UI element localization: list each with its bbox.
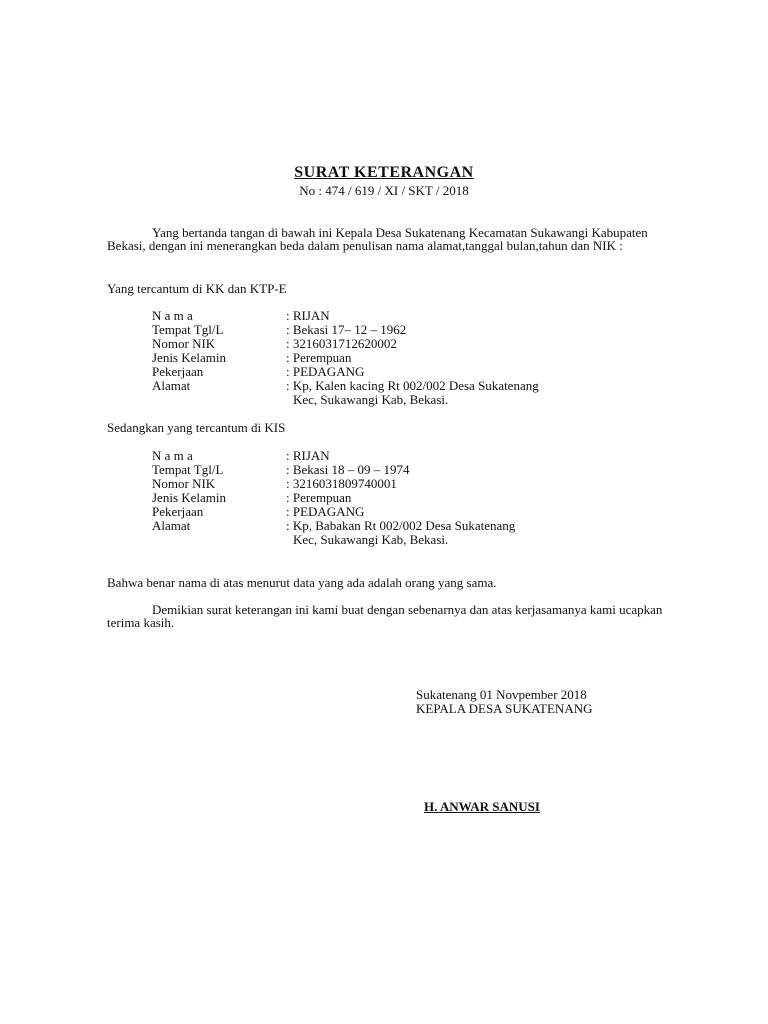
detail-row (152, 337, 672, 351)
detail-value: : Bekasi 17– 12 – 1962 (286, 322, 407, 337)
detail-row (152, 351, 672, 365)
detail-label: Alamat (152, 518, 191, 533)
detail-value: : RIJAN (286, 448, 330, 463)
detail-label: Pekerjaan (152, 504, 204, 519)
detail-row (152, 309, 672, 323)
address-continuation: Kec, Sukawangi Kab, Bekasi. (293, 392, 449, 407)
detail-value: : Perempuan (286, 490, 352, 505)
detail-label: Alamat (152, 378, 191, 393)
detail-label: N a m a (152, 448, 193, 463)
detail-row (152, 365, 672, 379)
detail-label: Jenis Kelamin (152, 490, 227, 505)
detail-row (152, 449, 672, 463)
detail-value: : Perempuan (286, 350, 352, 365)
detail-value: : PEDAGANG (286, 504, 365, 519)
place-date: Sukatenang 01 Novpember 2018 (416, 687, 587, 702)
section2-details (152, 449, 672, 547)
address-continuation: Kec, Sukawangi Kab, Bekasi. (293, 532, 449, 547)
detail-value: : RIJAN (286, 308, 330, 323)
intro-paragraph: Yang bertanda tangan di bawah ini Kepala Desa Sukatenang Kecamatan Sukawangi Kabupaten Bekasi, dengan ini menerangkan beda dalam penulisan nama alamat,tanggal bulan,tahun dan NIK : (107, 225, 648, 253)
detail-label: Tempat Tgl/L (152, 462, 224, 477)
detail-row (152, 477, 672, 491)
detail-row (152, 505, 672, 519)
detail-label: Nomor NIK (152, 476, 216, 491)
detail-label: Tempat Tgl/L (152, 322, 224, 337)
closing-paragraph: Demikian surat keterangan ini kami buat dengan sebenarnya dan atas kerjasamanya kami ucapkan terima kasih. (107, 602, 663, 630)
section2-heading: Sedangkan yang tercantum di KIS (107, 420, 286, 435)
detail-value: : Kp, Babakan Rt 002/002 Desa Sukatenang (286, 518, 516, 533)
detail-label: Nomor NIK (152, 336, 216, 351)
section1-heading: Yang tercantum di KK dan KTP-E (107, 281, 287, 296)
detail-row (152, 491, 672, 505)
detail-value: : 3216031712620002 (286, 336, 397, 351)
detail-row (152, 463, 672, 477)
signer-position: KEPALA DESA SUKATENANG (416, 701, 593, 716)
detail-label: N a m a (152, 308, 193, 323)
section1-details (152, 309, 672, 407)
detail-label: Pekerjaan (152, 364, 204, 379)
detail-label: Jenis Kelamin (152, 350, 227, 365)
detail-row (152, 323, 672, 337)
detail-value: : Kp, Kalen kacing Rt 002/002 Desa Sukatenang (286, 378, 539, 393)
detail-value: : PEDAGANG (286, 364, 365, 379)
detail-row (152, 393, 672, 407)
detail-value: : 3216031809740001 (286, 476, 397, 491)
letter-number: No : 474 / 619 / XI / SKT / 2018 (299, 183, 469, 198)
signer-name: H. ANWAR SANUSI (424, 799, 540, 814)
detail-row (152, 519, 672, 533)
detail-row (152, 379, 672, 393)
detail-value: : Bekasi 18 – 09 – 1974 (286, 462, 410, 477)
statement-paragraph: Bahwa benar nama di atas menurut data yang ada adalah orang yang sama. (107, 575, 497, 590)
detail-row (152, 533, 672, 547)
letter-title: SURAT KETERANGAN (294, 164, 474, 181)
